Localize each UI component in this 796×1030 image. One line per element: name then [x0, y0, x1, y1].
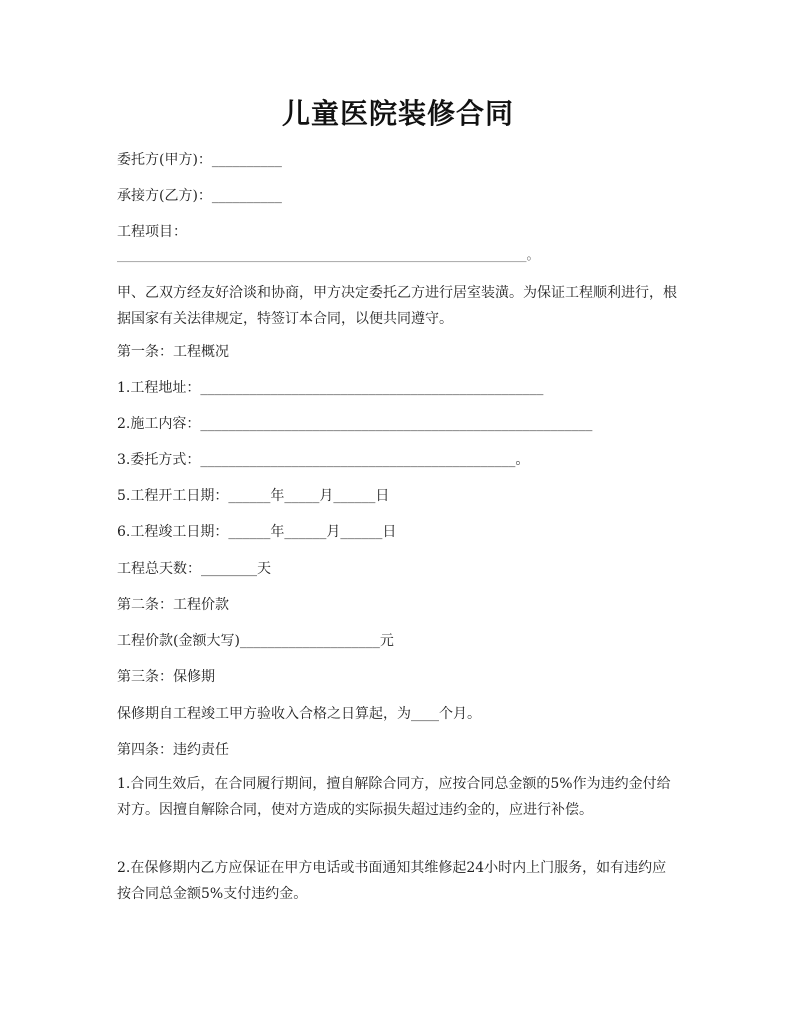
article2-heading: 第二条：工程价款 — [117, 597, 229, 613]
article4-heading: 第四条：违约责任 — [117, 742, 229, 758]
article1-heading: 第一条：工程概况 — [117, 344, 229, 360]
breach-clause-2: 2.在保修期内乙方应保证在甲方电话或书面通知其维修起24小时内上门服务，如有违约应按合同总金额5%支付违约金。 — [117, 860, 667, 902]
item-content: 2.施工内容：________________________________________________________ — [117, 416, 593, 432]
total-days: 工程总天数：________天 — [117, 561, 271, 577]
item-address: 1.工程地址：_________________________________________________ — [117, 380, 544, 396]
client-line: 委托方(甲方)：__________ — [117, 152, 282, 168]
document-title: 儿童医院装修合同 — [281, 97, 514, 130]
item-end-date: 6.工程竣工日期：______年______月______日 — [117, 524, 397, 540]
item-method: 3.委托方式：_____________________________________________。 — [117, 452, 530, 468]
breach-clause-1: 1.合同生效后，在合同履行期间，擅自解除合同方，应按合同总金额的5%作为违约金付给对方。因擅自解除合同，使对方造成的实际损失超过违约金的，应进行补偿。 — [117, 776, 671, 818]
project-blank: _______________________________________________________________。 — [117, 248, 540, 263]
price-line: 工程价款(金额大写)____________________元 — [117, 633, 394, 649]
intro-paragraph: 甲、乙双方经友好洽谈和协商，甲方决定委托乙方进行居室装潢。为保证工程顺利进行，根据国家有关法律规定，特签订本合同，以便共同遵守。 — [117, 285, 677, 327]
project-label: 工程项目： — [117, 224, 187, 240]
warranty-line: 保修期自工程竣工甲方验收入合格之日算起，为____个月。 — [117, 706, 481, 722]
contractor-line: 承接方(乙方)：__________ — [117, 188, 282, 204]
item-start-date: 5.工程开工日期：______年_____月______日 — [117, 488, 390, 504]
article3-heading: 第三条：保修期 — [117, 669, 215, 685]
